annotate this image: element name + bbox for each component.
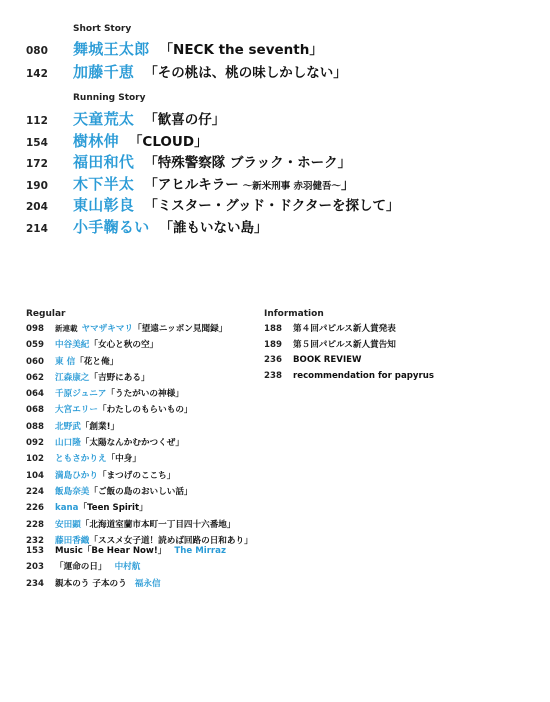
page-number: 080 bbox=[26, 45, 48, 57]
story-title: 「CLOUD」 bbox=[128, 133, 208, 150]
story-title: 「NECK the seventh」 bbox=[159, 42, 323, 58]
item-title: 「運命の日」 bbox=[55, 562, 107, 573]
page-number: 064 bbox=[26, 389, 44, 400]
story-title: 「誰もいない島」 bbox=[159, 219, 268, 236]
item-title: 「うたがいの神様」 bbox=[106, 389, 184, 400]
regular-list bbox=[26, 322, 253, 550]
item-title: 「吉野にある」 bbox=[89, 372, 150, 383]
story-title: 「アヒルキラー bbox=[144, 176, 239, 193]
list-item bbox=[26, 403, 253, 419]
author-name: 北野武 bbox=[55, 421, 81, 432]
item-title: 親本のう 子本のう bbox=[55, 578, 127, 589]
page-number: 102 bbox=[26, 454, 44, 465]
list-item bbox=[26, 485, 253, 501]
author-name: 小手鞠るい bbox=[73, 217, 150, 236]
author-name: 福永信 bbox=[134, 578, 161, 589]
page-number: 224 bbox=[26, 486, 44, 497]
list-item bbox=[26, 452, 253, 468]
page-number: 203 bbox=[26, 562, 44, 573]
item-title: BOOK REVIEW bbox=[293, 354, 362, 365]
author-name: ともさかりえ bbox=[55, 454, 107, 465]
item-title: 「花と俺」 bbox=[75, 356, 119, 367]
item-title: Music「Be Hear Now!」 bbox=[55, 546, 167, 556]
item-title: 「望遠ニッポン見聞録」 bbox=[133, 324, 228, 334]
item-title: recommendation for papyrus bbox=[293, 370, 434, 381]
story-row bbox=[26, 194, 400, 215]
item-title: 「ご飯の島のおいしい話」 bbox=[89, 486, 193, 497]
list-item bbox=[26, 501, 253, 517]
list-item bbox=[26, 371, 253, 387]
list-item bbox=[26, 338, 253, 354]
item-title: 「Teen Spirit」 bbox=[78, 503, 148, 514]
page-number: 189 bbox=[264, 340, 282, 351]
author-name: 飯島奈美 bbox=[55, 486, 90, 497]
author-name: 安田顕 bbox=[55, 519, 81, 530]
list-item bbox=[264, 338, 434, 354]
author-name: 木下半太 bbox=[73, 174, 135, 193]
list-item bbox=[264, 322, 434, 338]
story-row bbox=[26, 38, 323, 59]
page-number: 154 bbox=[26, 136, 48, 149]
page-number: 236 bbox=[264, 354, 282, 365]
list-item bbox=[264, 355, 434, 371]
story-row bbox=[26, 151, 351, 172]
story-row bbox=[26, 108, 225, 129]
story-row bbox=[26, 216, 268, 237]
page-number: 153 bbox=[26, 546, 44, 556]
page-number: 098 bbox=[26, 324, 44, 334]
page-number: 228 bbox=[26, 519, 44, 530]
author-name: kana bbox=[55, 503, 79, 514]
item-title: 第５回パピルス新人賞告知 bbox=[293, 340, 396, 351]
item-title: 「女心と秋の空」 bbox=[89, 340, 159, 351]
author-name: 中村航 bbox=[114, 562, 141, 573]
item-title: 「太陽なんかむかつくぜ」 bbox=[80, 438, 184, 449]
list-item bbox=[26, 322, 253, 338]
information-list bbox=[264, 322, 434, 387]
serial-badge: 新連載 bbox=[55, 324, 78, 333]
page-number: 234 bbox=[26, 578, 44, 589]
story-title-end: 」 bbox=[341, 176, 355, 193]
author-name: 舞城王太郎 bbox=[73, 40, 150, 58]
list-item bbox=[26, 469, 253, 485]
page-number: 092 bbox=[26, 438, 44, 449]
page-number: 062 bbox=[26, 372, 44, 383]
section-label-regular: Regular bbox=[26, 309, 66, 319]
item-title: 「ススメ女子道！読めば回路の日和あり」 bbox=[89, 535, 253, 546]
page-number: 172 bbox=[26, 158, 48, 170]
author-name: 江森康之 bbox=[55, 372, 90, 383]
item-title: 「中身」 bbox=[106, 454, 141, 465]
story-title: 「その桃は、桃の味しかしない」 bbox=[144, 64, 347, 81]
page-number: 059 bbox=[26, 340, 44, 351]
author-name: 千原ジュニア bbox=[55, 389, 107, 400]
author-name: 東 信 bbox=[55, 356, 76, 367]
list-item bbox=[26, 436, 253, 452]
story-row bbox=[26, 173, 355, 194]
page-number: 088 bbox=[26, 421, 44, 432]
page-number: 226 bbox=[26, 503, 44, 514]
page-number: 060 bbox=[26, 356, 44, 367]
page-number: 112 bbox=[26, 115, 48, 127]
page-number: 188 bbox=[264, 324, 282, 334]
author-name: 樹林伸 bbox=[73, 131, 119, 150]
page-number: 142 bbox=[26, 67, 48, 80]
extra-list bbox=[26, 544, 226, 593]
page-number: 190 bbox=[26, 179, 48, 192]
list-item bbox=[26, 544, 226, 560]
page-number: 204 bbox=[26, 201, 48, 213]
list-item bbox=[26, 420, 253, 436]
author-name: 中谷美紀 bbox=[55, 340, 90, 351]
page-number: 238 bbox=[264, 370, 282, 381]
list-item bbox=[264, 371, 434, 387]
author-name: 加藤千恵 bbox=[73, 62, 135, 81]
page-number: 104 bbox=[26, 470, 44, 481]
story-title: 「ミスター・グッド・ドクターを探して」 bbox=[144, 198, 400, 214]
list-item bbox=[26, 355, 253, 371]
author-name: 満島ひかり bbox=[55, 470, 98, 481]
page-number: 232 bbox=[26, 535, 44, 546]
author-name: 藤田香織 bbox=[55, 535, 90, 546]
page-number: 214 bbox=[26, 222, 48, 235]
author-name: 山口隆 bbox=[55, 438, 81, 449]
page-number: 068 bbox=[26, 405, 44, 416]
author-name: 福田和代 bbox=[73, 153, 135, 171]
story-row bbox=[26, 130, 208, 151]
list-item bbox=[26, 560, 226, 576]
list-item bbox=[26, 518, 253, 534]
story-row bbox=[26, 61, 347, 82]
author-name: 東山彰良 bbox=[73, 196, 135, 214]
section-label-information: Information bbox=[264, 309, 324, 319]
section-label-running-story: Running Story bbox=[73, 93, 146, 103]
story-title: 「特殊警察隊 ブラック・ホーク」 bbox=[144, 155, 352, 171]
author-name: The Mirraz bbox=[174, 546, 226, 556]
item-title: 「わたしのもらいもの」 bbox=[97, 405, 193, 416]
item-title: 「創業!」 bbox=[80, 421, 120, 432]
item-title: 「まつげのここち」 bbox=[97, 470, 176, 481]
story-title: 「歓喜の仔」 bbox=[144, 112, 226, 128]
item-title: 「北海道室蘭市本町一丁目四十六番地」 bbox=[80, 519, 236, 530]
story-subtitle: ～新米刑事 赤羽健吾～ bbox=[242, 180, 342, 192]
author-name: 大宮エリー bbox=[55, 405, 98, 416]
author-name: ヤマザキマリ bbox=[81, 324, 134, 334]
list-item bbox=[26, 387, 253, 403]
author-name: 天童荒太 bbox=[73, 110, 135, 128]
item-title: 第４回パピルス新人賞発表 bbox=[293, 324, 396, 334]
section-label-short-story: Short Story bbox=[73, 24, 132, 34]
list-item bbox=[26, 577, 226, 593]
